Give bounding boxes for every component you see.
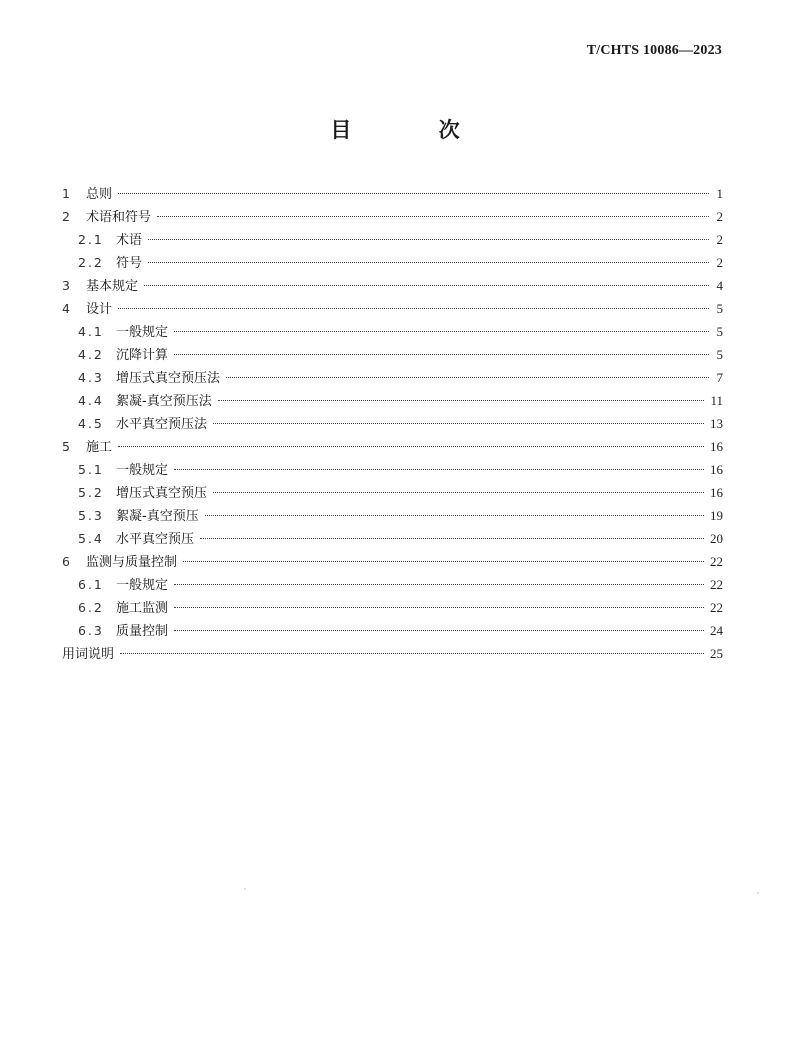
toc-entry-title: 水平真空预压 bbox=[116, 532, 195, 547]
toc-entry-page: 24 bbox=[710, 623, 723, 638]
toc-entry-title: 基本规定 bbox=[86, 279, 139, 294]
toc-entry[interactable] bbox=[62, 205, 723, 228]
toc-dot-leader bbox=[118, 446, 704, 447]
toc-entry-number: 5.1 bbox=[78, 462, 104, 477]
toc-dot-leader bbox=[183, 561, 704, 562]
toc-dot-leader bbox=[205, 515, 704, 516]
toc-entry-page: 1 bbox=[716, 186, 723, 201]
toc-entry-page: 2 bbox=[716, 209, 723, 224]
toc-entry-number: 5.2 bbox=[78, 485, 104, 500]
toc-dot-leader bbox=[148, 262, 709, 263]
toc-entry-page: 20 bbox=[710, 531, 723, 546]
toc-entry-title: 絮凝-真空预压 bbox=[116, 509, 199, 524]
toc-entry-page: 5 bbox=[716, 347, 723, 362]
toc-entry-title: 质量控制 bbox=[116, 624, 169, 639]
toc-entry-title: 施工 bbox=[86, 440, 113, 455]
standard-code: T/CHTS 10086—2023 bbox=[586, 43, 722, 58]
toc-entry-number: 4.3 bbox=[78, 370, 104, 385]
toc-dot-leader bbox=[174, 469, 704, 470]
toc-entry[interactable] bbox=[62, 596, 723, 619]
toc-dot-leader bbox=[174, 331, 709, 332]
toc-dot-leader bbox=[218, 400, 705, 401]
toc-entry-number: 4.4 bbox=[78, 393, 104, 408]
toc-entry-page: 2 bbox=[716, 255, 723, 270]
toc-entry[interactable] bbox=[62, 182, 723, 205]
table-of-contents bbox=[62, 182, 723, 665]
toc-entry-title: 水平真空预压法 bbox=[116, 417, 208, 432]
toc-entry-title: 一般规定 bbox=[116, 578, 169, 593]
toc-entry-number: 6.1 bbox=[78, 577, 104, 592]
toc-entry-number: 6.2 bbox=[78, 600, 104, 615]
toc-entry-title: 一般规定 bbox=[116, 463, 169, 478]
toc-entry-number: 2.1 bbox=[78, 232, 104, 247]
toc-dot-leader bbox=[226, 377, 709, 378]
toc-entry-title: 术语 bbox=[116, 233, 143, 248]
toc-entry-number: 2 bbox=[62, 209, 72, 224]
toc-entry[interactable] bbox=[62, 642, 723, 665]
toc-entry-title: 絮凝-真空预压法 bbox=[116, 394, 212, 409]
scan-speck bbox=[244, 888, 246, 890]
toc-entry-page: 16 bbox=[710, 439, 723, 454]
toc-dot-leader bbox=[118, 308, 709, 309]
toc-entry-number: 4.2 bbox=[78, 347, 104, 362]
toc-entry-title: 符号 bbox=[116, 256, 143, 271]
toc-entry-page: 7 bbox=[716, 370, 723, 385]
toc-entry-page: 25 bbox=[710, 646, 723, 661]
toc-entry-title: 沉降计算 bbox=[116, 348, 169, 363]
toc-entry-page: 4 bbox=[716, 278, 723, 293]
toc-dot-leader bbox=[120, 653, 704, 654]
toc-entry[interactable] bbox=[62, 504, 723, 527]
toc-entry-number: 6.3 bbox=[78, 623, 104, 638]
toc-entry-title: 增压式真空预压法 bbox=[116, 371, 221, 386]
toc-entry[interactable] bbox=[62, 389, 723, 412]
toc-entry-page: 16 bbox=[710, 462, 723, 477]
toc-entry-number: 4.1 bbox=[78, 324, 104, 339]
toc-entry-page: 2 bbox=[716, 232, 723, 247]
toc-entry[interactable] bbox=[62, 320, 723, 343]
toc-dot-leader bbox=[148, 239, 709, 240]
toc-entry-page: 5 bbox=[716, 324, 723, 339]
page-title: 目 次 bbox=[330, 118, 500, 142]
toc-entry[interactable] bbox=[62, 297, 723, 320]
toc-dot-leader bbox=[174, 607, 704, 608]
toc-dot-leader bbox=[157, 216, 709, 217]
scan-speck bbox=[757, 892, 759, 894]
toc-entry-number: 5.3 bbox=[78, 508, 104, 523]
toc-dot-leader bbox=[174, 630, 704, 631]
toc-dot-leader bbox=[200, 538, 704, 539]
toc-entry[interactable] bbox=[62, 619, 723, 642]
toc-entry[interactable] bbox=[62, 573, 723, 596]
toc-entry-page: 11 bbox=[710, 393, 723, 408]
toc-dot-leader bbox=[213, 423, 704, 424]
toc-entry-title: 监测与质量控制 bbox=[86, 555, 178, 570]
toc-entry-title: 施工监测 bbox=[116, 601, 169, 616]
toc-entry[interactable] bbox=[62, 343, 723, 366]
toc-entry-title: 术语和符号 bbox=[86, 210, 152, 225]
toc-entry[interactable] bbox=[62, 435, 723, 458]
toc-entry-page: 13 bbox=[710, 416, 723, 431]
toc-entry[interactable] bbox=[62, 458, 723, 481]
toc-entry[interactable] bbox=[62, 550, 723, 573]
toc-entry[interactable] bbox=[62, 228, 723, 251]
toc-entry-number: 5.4 bbox=[78, 531, 104, 546]
toc-dot-leader bbox=[213, 492, 704, 493]
toc-entry[interactable] bbox=[62, 527, 723, 550]
toc-entry-number: 2.2 bbox=[78, 255, 104, 270]
toc-dot-leader bbox=[174, 584, 704, 585]
toc-entry-number: 4.5 bbox=[78, 416, 104, 431]
toc-entry-title: 总则 bbox=[86, 187, 113, 202]
toc-entry-title: 一般规定 bbox=[116, 325, 169, 340]
toc-entry-page: 22 bbox=[710, 577, 723, 592]
toc-entry-number: 5 bbox=[62, 439, 72, 454]
toc-dot-leader bbox=[118, 193, 709, 194]
toc-entry-page: 19 bbox=[710, 508, 723, 523]
toc-entry-page: 5 bbox=[716, 301, 723, 316]
toc-entry[interactable] bbox=[62, 274, 723, 297]
toc-entry[interactable] bbox=[62, 412, 723, 435]
toc-dot-leader bbox=[174, 354, 709, 355]
toc-entry-page: 22 bbox=[710, 554, 723, 569]
toc-entry[interactable] bbox=[62, 251, 723, 274]
toc-entry[interactable] bbox=[62, 481, 723, 504]
toc-entry-page: 16 bbox=[710, 485, 723, 500]
toc-entry-title: 设计 bbox=[86, 302, 113, 317]
toc-entry-page: 22 bbox=[710, 600, 723, 615]
toc-entry-title: 用词说明 bbox=[62, 647, 115, 662]
toc-entry-number: 6 bbox=[62, 554, 72, 569]
toc-entry-number: 4 bbox=[62, 301, 72, 316]
toc-dot-leader bbox=[144, 285, 709, 286]
toc-entry-title: 增压式真空预压 bbox=[116, 486, 208, 501]
toc-entry-number: 3 bbox=[62, 278, 72, 293]
toc-entry-number: 1 bbox=[62, 186, 72, 201]
toc-entry[interactable] bbox=[62, 366, 723, 389]
